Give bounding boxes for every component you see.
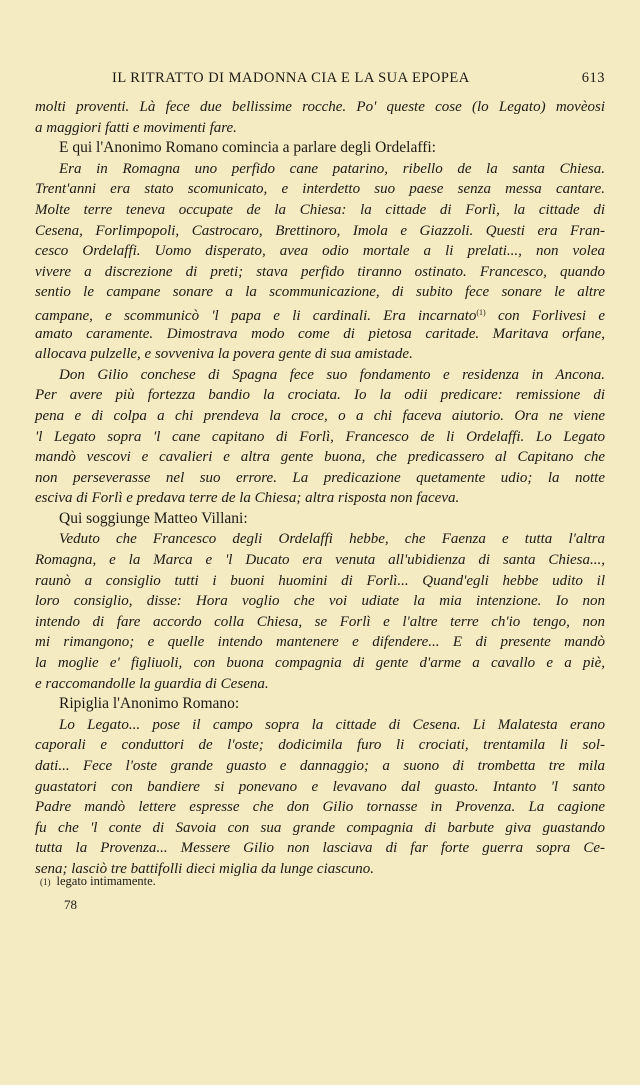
text-line <box>35 344 605 365</box>
line-text: cesco Ordelaffi. Uomo disperato, avea odio mortale a li prelati..., non volea <box>35 243 605 260</box>
text-line <box>35 797 605 818</box>
text-line <box>35 756 605 777</box>
line-text: molti proventi. Là fece due bellissime rocche. Po' queste cose (lo Legato) movèosi <box>35 99 605 115</box>
line-text: mi rimangono; e quelle intendo mantenere e difendere... E di presente mandò <box>35 634 605 651</box>
text-line <box>35 591 605 612</box>
main-text <box>35 97 605 880</box>
running-head <box>35 70 605 90</box>
line-text: pena e di colpa a chi prendeva la croce, o a chi faceva aiutorio. Ora ne viene <box>35 407 605 424</box>
line-text: campane, e scommunicò 'l papa e li cardinali. Era incarnato <box>35 307 477 324</box>
line-text: esciva di Forlì e predava terre de la Chiesa; altra risposta non faceva. <box>35 490 460 507</box>
text-line <box>35 159 605 180</box>
line-text: Per avere più fortezza bandio la crociata. Io la odii predicare: remissione di <box>35 387 605 404</box>
text-line <box>35 282 605 303</box>
text-line <box>35 571 605 592</box>
text-line <box>35 509 605 530</box>
line-text: Padre mandò lettere espresse che don Gilio tornasse in Provenza. La cagione <box>35 799 605 816</box>
text-line <box>35 118 605 139</box>
text-line <box>35 777 605 798</box>
line-text: la moglie e' figliuoli, con buona compagnia di gente d'arme a cavallo e a piè, <box>35 655 605 672</box>
line-text: Cesena, Forlimpopoli, Castrocaro, Brettinoro, Imola e Giazzoli. Questi era Fran- <box>35 222 605 239</box>
line-text: 'l Legato sopra 'l cane capitano di Forlì, Francesco de li Ordelaffi. Lo Legato <box>35 428 605 445</box>
line-text: Don Gilio conchese di Spagna fece suo fondamento e residenza in Ancona. <box>59 366 605 383</box>
text-line <box>35 97 605 118</box>
text-line <box>35 241 605 262</box>
line-text: Ripiglia l'Anonimo Romano: <box>59 695 240 713</box>
text-line <box>35 179 605 200</box>
footnote-mark: (1) <box>40 877 51 887</box>
line-text: dati... Fece l'oste grande guasto e dannaggio; a suono di trombetta tre mila <box>35 758 605 774</box>
footnote-text: legato intimamente. <box>56 874 156 888</box>
text-line <box>35 735 605 756</box>
text-line <box>35 200 605 221</box>
line-text: e raccomandolle la guardia di Cesena. <box>35 675 269 692</box>
line-text: guastatori con bandiere si ponevano e levavano dal guasto. Intanto 'l santo <box>35 778 605 795</box>
text-line <box>35 818 605 839</box>
text-line <box>35 550 605 571</box>
line-text: Trent'anni era stato scomunicato, e interdetto suo paese senza messa cantare. <box>35 181 605 198</box>
text-line <box>35 468 605 489</box>
line-text: loro consiglio, disse: Hora voglio che voi udiate la mia intenzione. Io non <box>35 593 605 610</box>
line-text: sena; lasciò tre battifolli dieci miglia da lunge ciascuno. <box>35 860 374 877</box>
text-line <box>35 221 605 242</box>
line-text-continuation: con Forlivesi e <box>485 307 605 324</box>
line-text: raunò a consiglio tutti i buoni huomini di Forlì... Quand'egli hebbe udito il <box>35 572 605 589</box>
line-text: allocava pulzelle, e sovveniva la povera gente di sua amistade. <box>35 346 413 363</box>
text-line <box>35 488 605 509</box>
page-number: 613 <box>581 70 605 86</box>
text-line <box>35 303 605 324</box>
line-text: intendo di fare accordo colla Chiesa, se Forlì e l'altre terre ch'io tengo, non <box>35 613 605 630</box>
text-line <box>35 406 605 427</box>
text-line <box>35 694 605 715</box>
line-text: a maggiori fatti e movimenti fare. <box>35 119 237 136</box>
line-text: fu che 'l conte di Savoia con sua grande compagnia di barbute giva guastando <box>35 819 605 836</box>
line-text: sentio le campane sonare a la scommunicazione, di subito fece sonare le altre <box>35 284 605 301</box>
line-text: Molte terre teneva occupate de la Chiesa: la cittade di Forlì, la cittade di <box>35 201 605 218</box>
text-line <box>35 427 605 448</box>
text-line <box>35 365 605 386</box>
line-text: Romagna, e la Marca e 'l Ducato era venuta all'ubidienza di santa Chiesa..., <box>35 552 605 569</box>
footnote <box>40 874 156 889</box>
text-line <box>35 674 605 695</box>
text-line <box>35 447 605 468</box>
text-line <box>35 385 605 406</box>
text-line <box>35 529 605 550</box>
footnote-reference: (1) <box>476 307 486 317</box>
text-line <box>35 653 605 674</box>
text-line <box>35 324 605 345</box>
line-text: caporali e conduttori de l'oste; dodicimila furo li crociati, trentamila li sol- <box>35 737 605 754</box>
text-line <box>35 632 605 653</box>
running-title: IL RITRATTO DI MADONNA CIA E LA SUA EPOPEA <box>112 70 470 86</box>
line-text: mandò vescovi e cavalieri e altra gente buona, che predicassero al Capitano che <box>35 449 605 466</box>
line-text: Veduto che Francesco degli Ordelaffi hebbe, che Faenza e tutta l'altra <box>59 531 605 548</box>
line-text: Era in Romagna uno perfido cane patarino, ribello de la santa Chiesa. <box>59 160 605 177</box>
line-text: Qui soggiunge Matteo Villani: <box>59 509 248 527</box>
line-text: Lo Legato... pose il campo sopra la cittade di Cesena. Li Malatesta erano <box>59 716 605 733</box>
text-line <box>35 715 605 736</box>
line-text: amato caramente. Dimostrava modo come di pietosa caritade. Maritava orfane, <box>35 325 605 342</box>
line-text: non perseverasse nel suo errore. La predicazione quetamente udio; la notte <box>35 469 605 486</box>
text-line <box>35 838 605 859</box>
signature-mark: 78 <box>64 897 77 912</box>
text-line <box>35 262 605 283</box>
line-text: vivere a discrezione di preti; stava perfido tiranno ostinato. Francesco, quando <box>35 263 605 280</box>
line-text: tutta la Provenza... Messere Gilio non lasciava di far forte guerra sopra Ce- <box>35 840 605 857</box>
text-line <box>35 138 605 159</box>
text-line <box>35 612 605 633</box>
line-text: E qui l'Anonimo Romano comincia a parlare degli Ordelaffi: <box>59 139 436 157</box>
